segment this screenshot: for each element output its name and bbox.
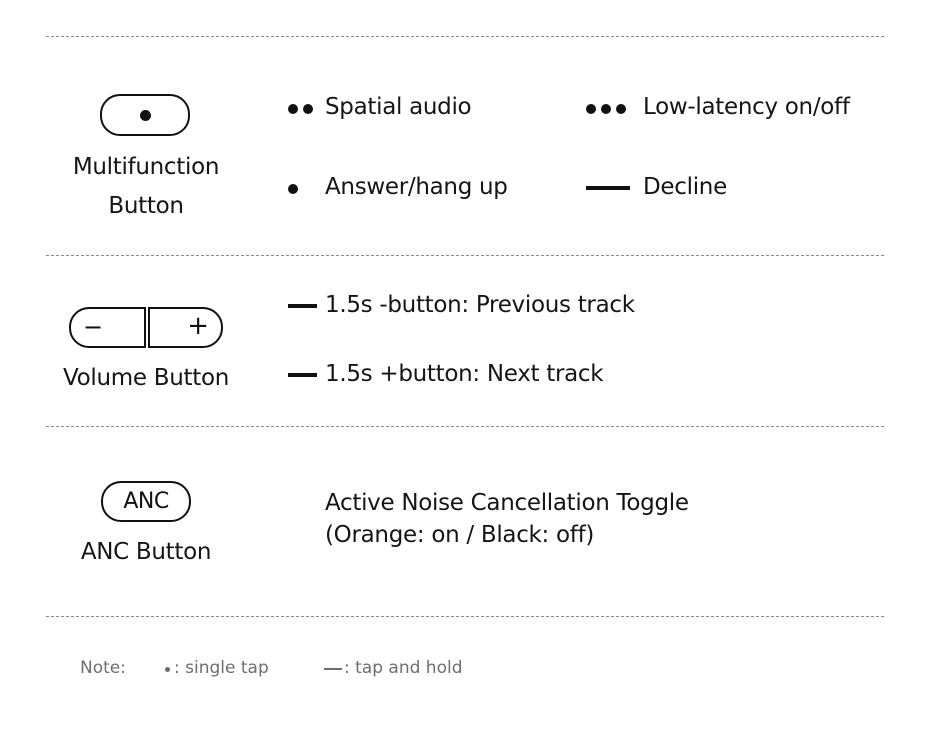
dot-icon <box>303 104 313 114</box>
divider-1 <box>46 255 884 256</box>
dot-icon <box>140 110 151 121</box>
note-tap-hold: : tap and hold <box>344 658 463 678</box>
multifunction-button-icon <box>100 94 190 136</box>
low-latency-text: Low-latency on/off <box>643 94 850 120</box>
spatial-audio-text: Spatial audio <box>325 94 472 120</box>
volume-label: Volume Button <box>63 365 229 391</box>
dot-icon <box>616 104 626 114</box>
decline-text: Decline <box>643 174 727 200</box>
previous-track-text: 1.5s -button: Previous track <box>325 292 635 318</box>
next-track-text: 1.5s +button: Next track <box>325 361 604 387</box>
dot-icon <box>165 667 170 672</box>
divider-2 <box>46 426 884 427</box>
volume-minus-icon: − <box>69 307 146 348</box>
note-prefix: Note: <box>80 658 126 678</box>
hold-icon <box>586 186 630 190</box>
hold-icon <box>288 304 317 308</box>
anc-label: ANC Button <box>80 539 212 565</box>
single-tap-icon <box>288 184 298 194</box>
dot-icon <box>586 104 596 114</box>
note-single-tap: : single tap <box>174 658 269 678</box>
anc-description-line1: Active Noise Cancellation Toggle <box>325 490 689 516</box>
dot-icon <box>601 104 611 114</box>
answer-hangup-text: Answer/hang up <box>325 174 508 200</box>
hold-icon <box>288 373 317 377</box>
divider-top <box>46 36 884 37</box>
multifunction-label: Multifunction Button <box>72 154 220 219</box>
dot-icon <box>288 104 298 114</box>
anc-description-line2: (Orange: on / Black: off) <box>325 522 595 548</box>
dash-icon <box>324 668 342 670</box>
divider-bottom <box>46 616 884 617</box>
volume-plus-icon: + <box>148 307 223 348</box>
anc-button-icon: ANC <box>101 481 191 522</box>
